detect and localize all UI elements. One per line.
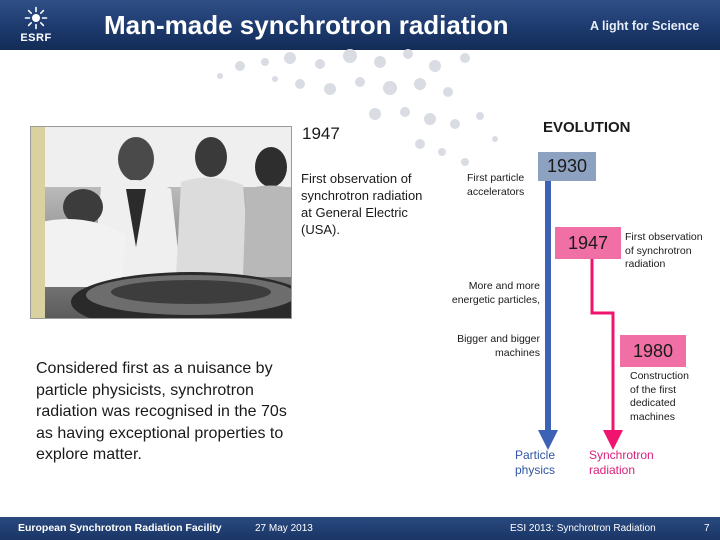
synchrotron-branch-line — [592, 259, 613, 432]
particle-physics-arrowhead — [538, 430, 558, 450]
evolution-heading: EVOLUTION — [543, 119, 631, 136]
slide-title: Man-made synchrotron radiation — [104, 10, 509, 40]
synchrotron-arrowhead — [603, 430, 623, 450]
first-observation-label: First observation of synchrotron radiation — [625, 231, 703, 270]
year-1947-box: 1947 — [555, 227, 621, 259]
footer-date: 27 May 2013 — [255, 523, 313, 534]
year-1930-box: 1930 — [538, 152, 596, 181]
footer-organization: European Synchrotron Radiation Facility — [18, 522, 222, 534]
bigger-machines-label: Bigger and bigger machines — [457, 333, 540, 359]
footer-event: ESI 2013: Synchrotron Radiation — [510, 523, 656, 534]
particle-physics-label: Particle physics — [515, 448, 556, 477]
first-accelerators-label: First particle accelerators — [467, 172, 525, 198]
first-observation-text: First observation of synchrotron radiation at General Electric (USA). — [301, 171, 423, 237]
year-1947-heading: 1947 — [302, 124, 340, 143]
tagline: A light for Science — [590, 19, 700, 33]
year-1980-box: 1980 — [620, 335, 686, 367]
synchrotron-radiation-label: Synchrotron radiation — [589, 448, 654, 477]
page-number: 7 — [704, 523, 710, 534]
construction-label: Construction of the first dedicated machines — [630, 370, 689, 423]
summary-text: Considered first as a nuisance by particle physicists, synchrotron radiation was recognised in the 70s as having exceptional properties to explore matter. — [36, 360, 287, 463]
logo-text: ESRF — [20, 32, 52, 44]
more-energetic-label: More and more energetic particles, — [451, 280, 540, 306]
